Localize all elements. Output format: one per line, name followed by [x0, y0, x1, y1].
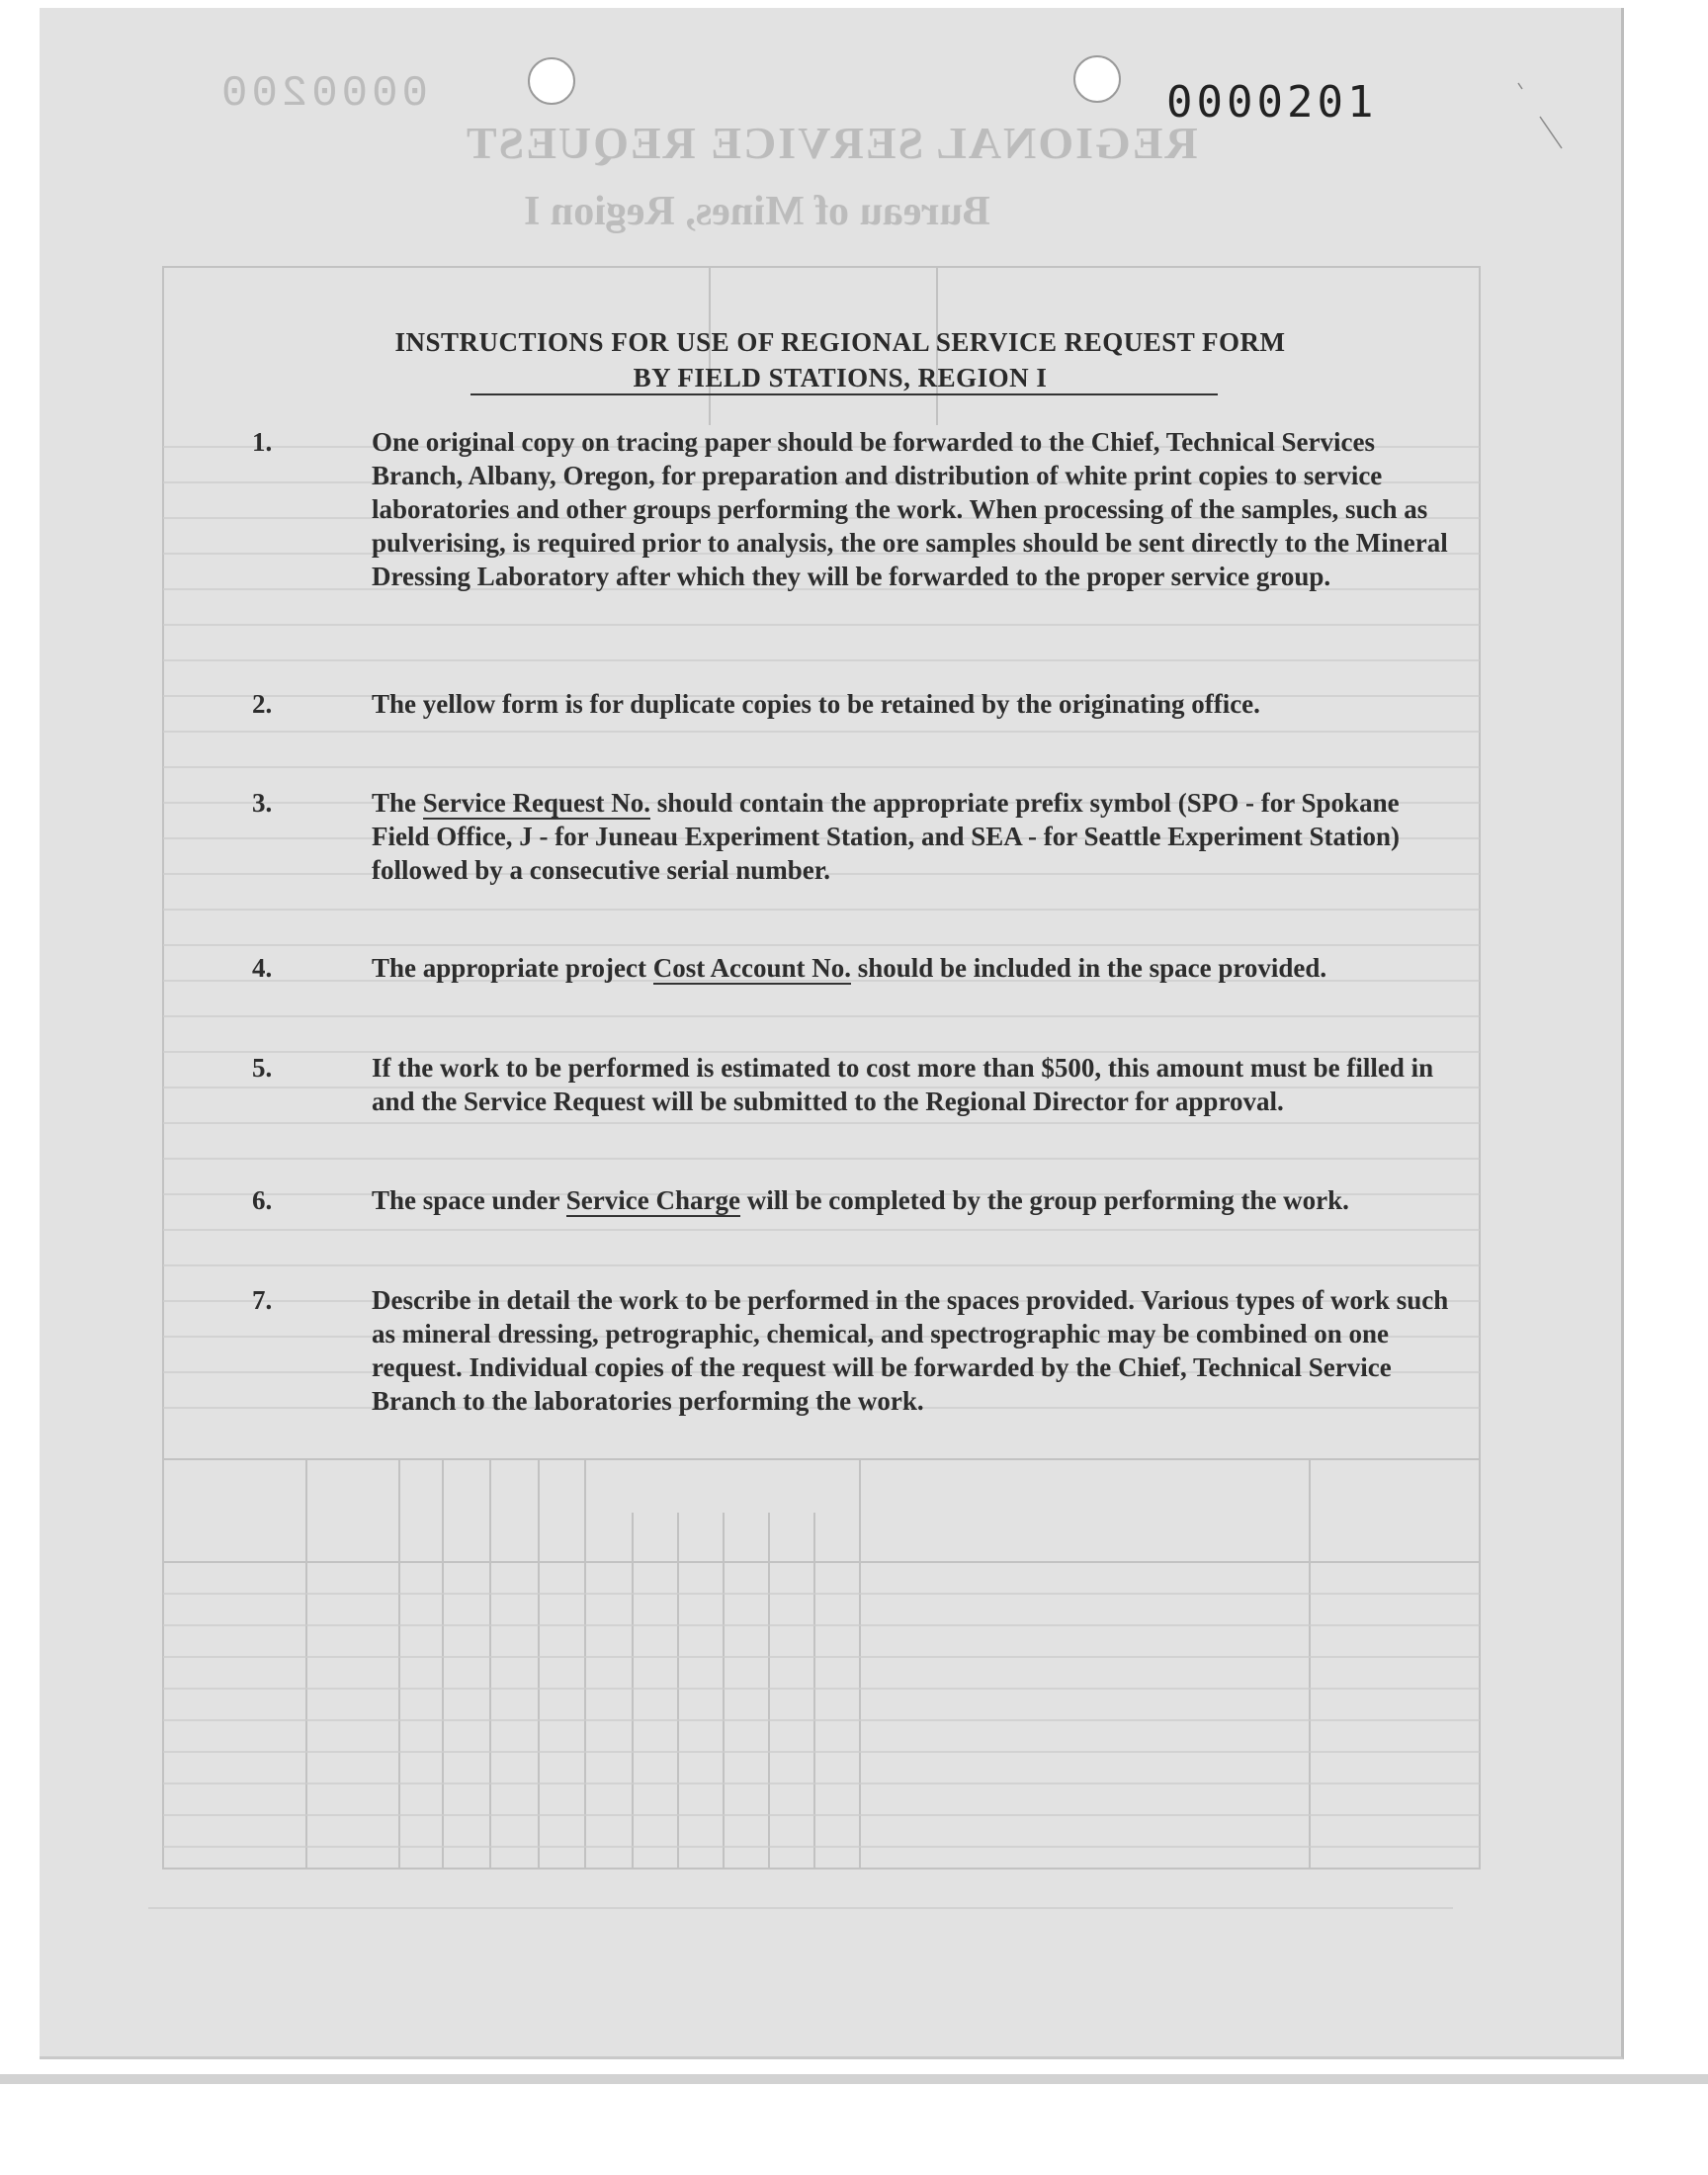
title-underline [470, 393, 1218, 395]
item-text-end: should be included in the space provided. [850, 953, 1327, 983]
item-text [372, 786, 1459, 887]
instructions-title-line-2: BY FIELD STATIONS, REGION I [633, 363, 1048, 392]
ghost-form-subtitle: Bureau of Mines, Region I [524, 189, 990, 234]
service-request-no-term: Service Request No. [422, 788, 650, 818]
item-number: 5. [252, 1053, 273, 1083]
item-number: 3. [252, 788, 273, 818]
instructions-title-line-1: INSTRUCTIONS FOR USE OF REGIONAL SERVICE REQUEST FORM [394, 327, 1286, 357]
item-text [372, 1183, 1459, 1217]
service-charge-term: Service Charge [565, 1185, 740, 1215]
item-number: 7. [252, 1285, 273, 1315]
item-text: If the work to be performed is estimated to cost more than $500, this amount must be filled in and the Service Request will be submitted to the Regional Director for approval. [372, 1053, 1434, 1116]
serial-number: 0000201 [1166, 77, 1378, 128]
item-text: One original copy on tracing paper should be forwarded to the Chief, Technical Services Branch, Albany, Oregon, for preparation and distribution of white print copies to service laboratories and other groups performing the work. When processing of the samples, such as pulverising, is required prior to analysis, the ore samples should be sent directly to the Mineral Dressing Laboratory after which they will be forwarded to the proper service group. [372, 427, 1448, 591]
item-text: Describe in detail the work to be performed in the spaces provided. Various types of work such as mineral dressing, petrographic, chemical, and spectrographic may be combined on one request. Individual copies of the request will be forwarded by the Chief, Technical Service Branch to the laboratories performing the work. [372, 1285, 1449, 1416]
item-number: 1. [252, 427, 273, 457]
item-number: 4. [252, 953, 273, 983]
item-text-end: should contain the appropriate prefix symbol (SPO - for Spokane Field Office, J - for Juneau Experiment Station, and SEA - for Seattle Experiment Station) followed by a consecutive serial number. [372, 788, 1400, 885]
item-number: 2. [252, 689, 273, 719]
item-text [372, 951, 1459, 985]
item-text-start: The space under [372, 1185, 566, 1215]
ghost-form-title: REGIONAL SERVICE REQUEST [465, 118, 1198, 168]
cost-account-no-term: Cost Account No. [652, 953, 851, 983]
instructions-title [178, 324, 1502, 395]
item-text: The yellow form is for duplicate copies to be retained by the originating office. [372, 689, 1260, 719]
item-text-start: The appropriate project [372, 953, 653, 983]
ghost-serial-number: 0000200 [217, 69, 428, 119]
item-number: 6. [252, 1185, 273, 1215]
item-text-start: The [372, 788, 423, 818]
item-text-end: will be completed by the group performing the work. [739, 1185, 1349, 1215]
